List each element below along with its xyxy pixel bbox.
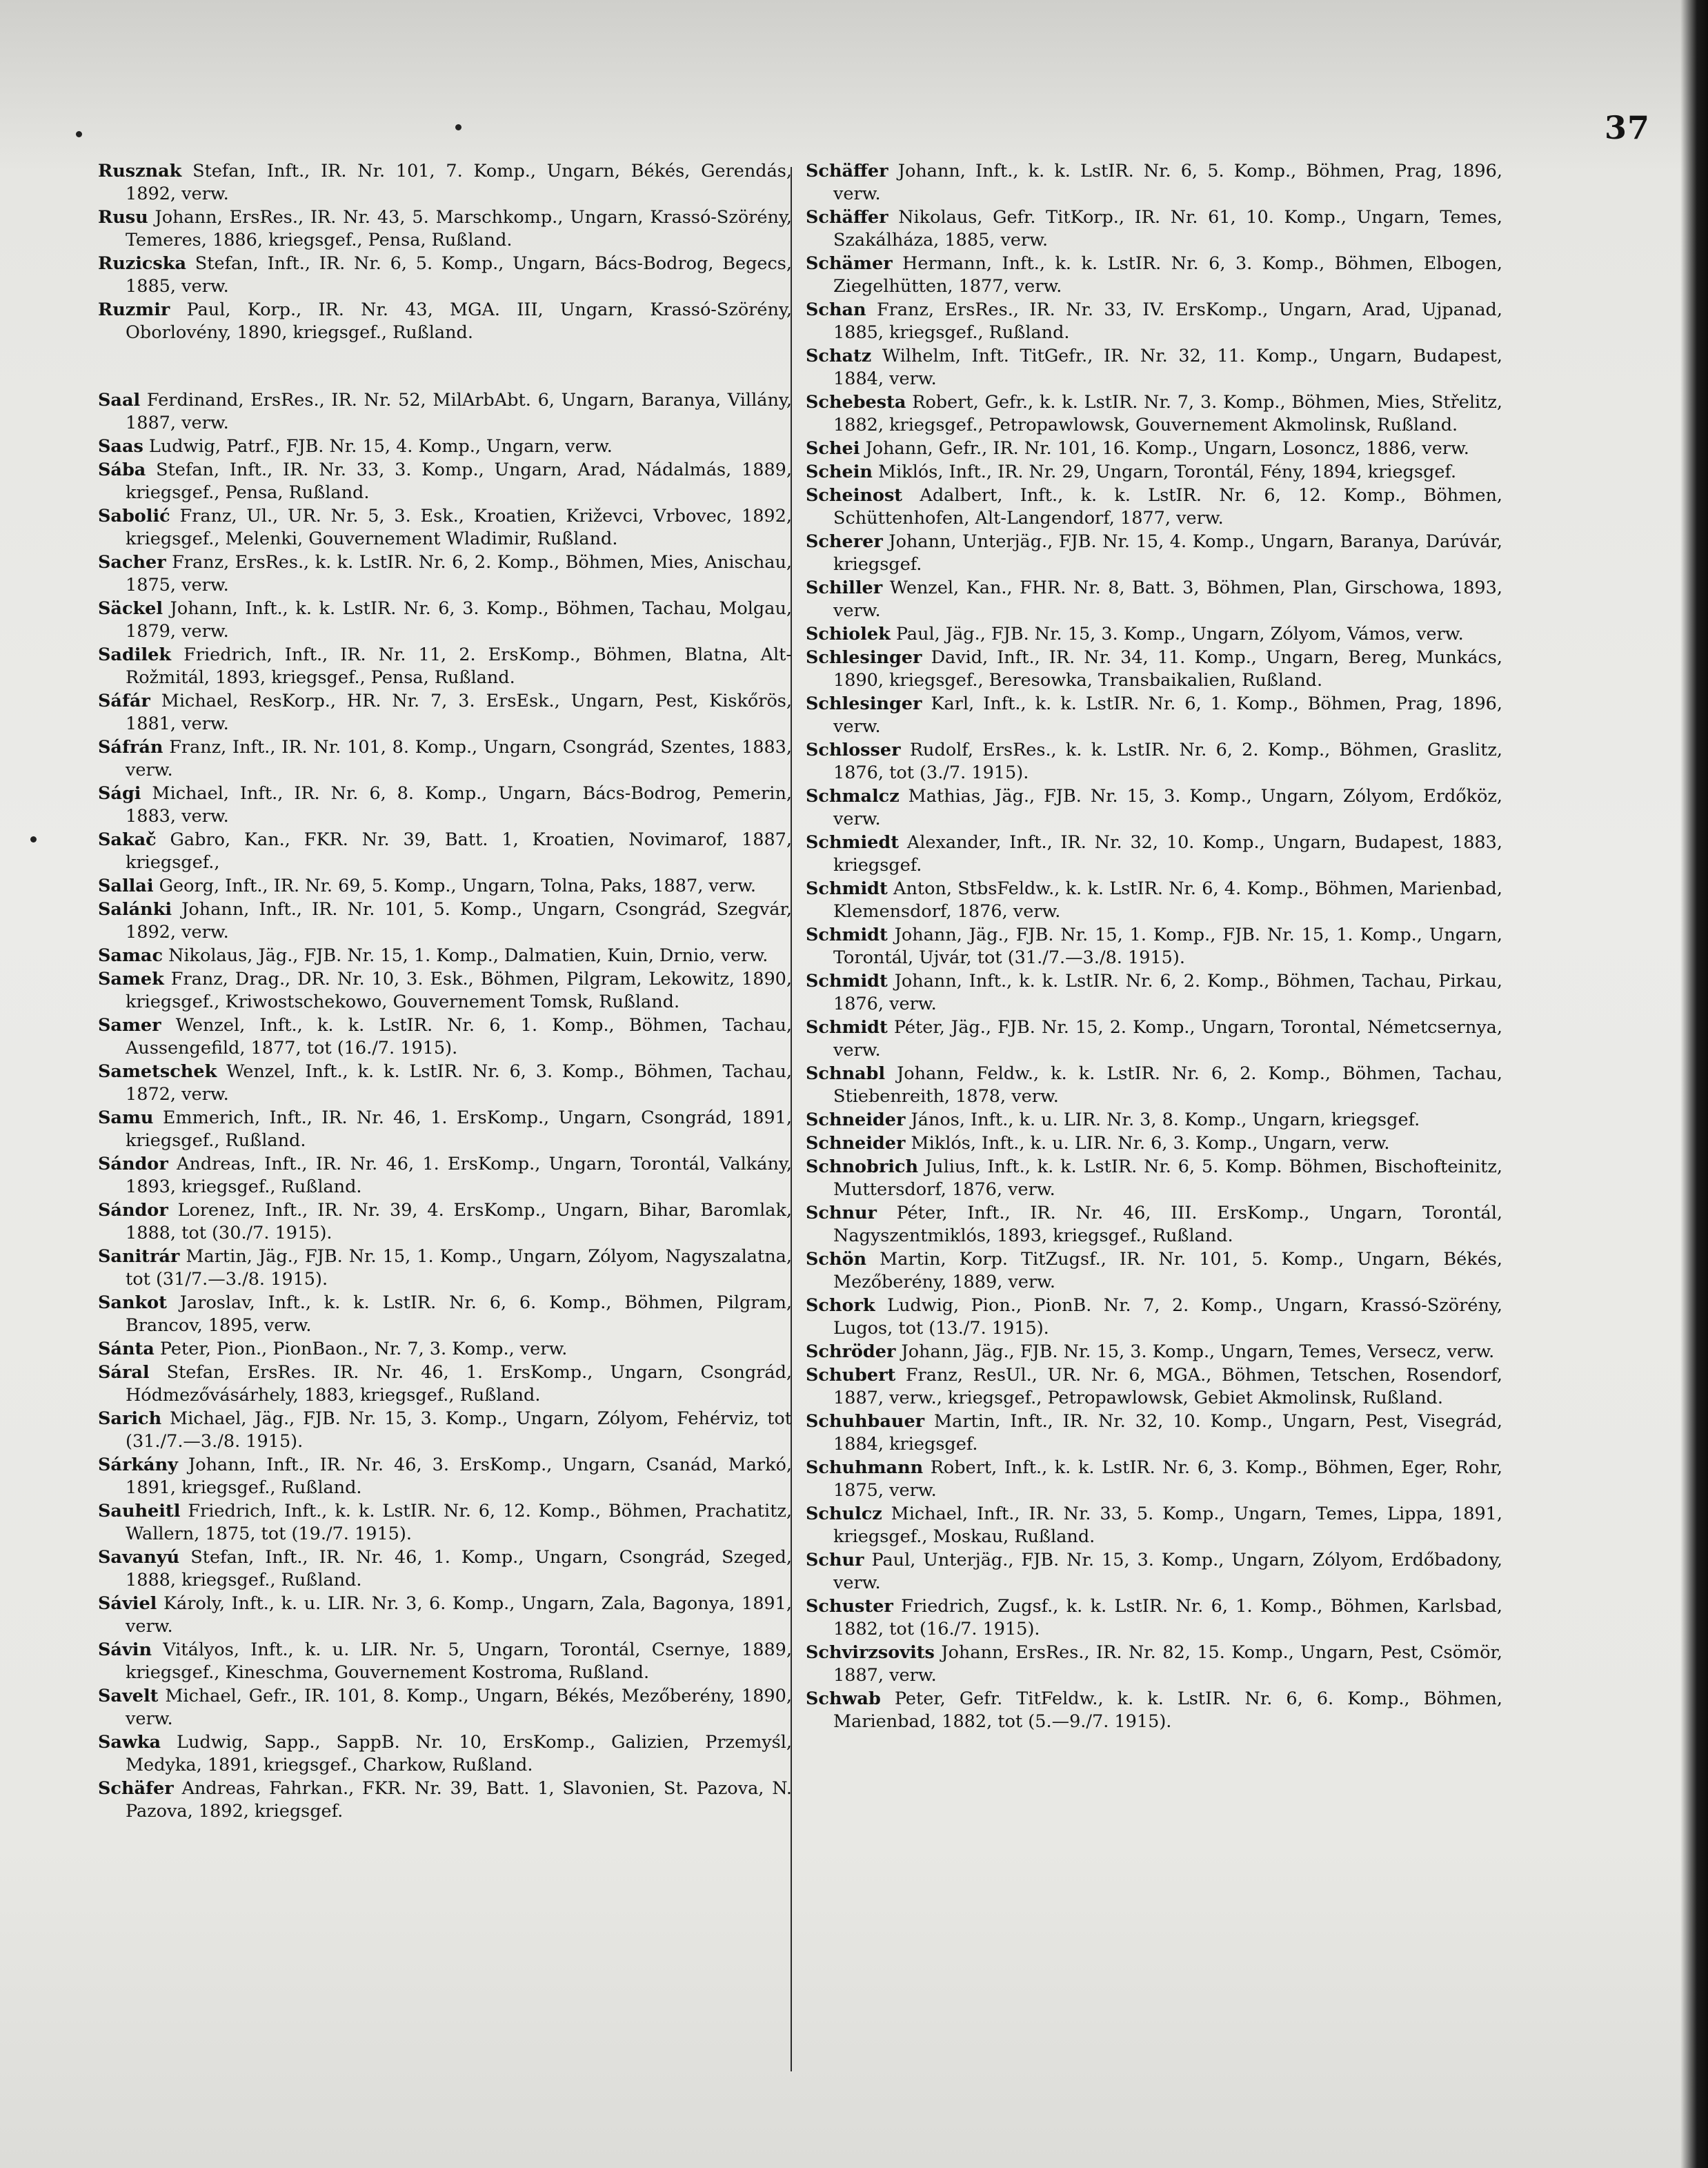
register-entry	[806, 437, 1502, 460]
entry-surname: Sakač	[98, 829, 157, 850]
register-entry	[806, 206, 1502, 252]
entry-details: Wenzel, Inft., k. k. LstIR. Nr. 6, 3. Komp., Böhmen, Tachau, 1872, verw.	[126, 1061, 792, 1105]
register-entry	[98, 1245, 792, 1291]
register-entry	[806, 484, 1502, 530]
register-entry	[98, 1199, 792, 1245]
register-entry	[98, 1593, 792, 1638]
entry-surname: Schlosser	[806, 740, 901, 760]
register-entry	[98, 551, 792, 597]
entry-surname: Schuster	[806, 1596, 893, 1617]
entry-surname: Schäffer	[806, 207, 888, 228]
entry-details: Wenzel, Inft., k. k. LstIR. Nr. 6, 1. Komp., Böhmen, Tachau, Aussengefild, 1877, tot (16./7. 1915).	[126, 1015, 792, 1058]
entry-details: Johann, Inft., k. k. LstIR. Nr. 6, 2. Komp., Böhmen, Tachau, Pirkau, 1876, verw.	[833, 971, 1502, 1014]
entry-details: Péter, Inft., IR. Nr. 46, III. ErsKomp., Ungarn, Torontál, Nagyszentmiklós, 1893, kriegsgef., Rußland.	[833, 1203, 1502, 1246]
entry-surname: Schuhbauer	[806, 1411, 925, 1432]
entry-details: Anton, StbsFeldw., k. k. LstIR. Nr. 6, 4. Komp., Böhmen, Marienbad, Klemensdorf, 1876, verw.	[833, 878, 1502, 922]
entry-details: Franz, Inft., IR. Nr. 101, 8. Komp., Ungarn, Csongrád, Szentes, 1883, verw.	[126, 737, 792, 780]
register-entry	[98, 1408, 792, 1453]
entry-surname: Sankot	[98, 1292, 167, 1313]
register-entry	[806, 623, 1502, 646]
entry-details: Ferdinand, ErsRes., IR. Nr. 52, MilArbAbt. 6, Ungarn, Baranya, Villány, 1887, verw.	[126, 390, 792, 433]
entry-surname: Sanitrár	[98, 1246, 180, 1267]
register-entry	[806, 1156, 1502, 1201]
register-entry	[98, 253, 792, 298]
entry-surname: Schvirzsovits	[806, 1642, 935, 1663]
entry-details: Stefan, Inft., IR. Nr. 33, 3. Komp., Ungarn, Arad, Nádalmás, 1889, kriegsgef., Pensa, Rußland.	[126, 460, 792, 503]
register-entry	[98, 1639, 792, 1684]
register-entry	[806, 531, 1502, 576]
register-entry	[806, 1595, 1502, 1641]
register-entry	[98, 160, 792, 206]
entry-surname: Sadilek	[98, 644, 172, 665]
entry-surname: Schneider	[806, 1133, 906, 1154]
entry-details: Károly, Inft., k. u. LIR. Nr. 3, 6. Komp., Ungarn, Zala, Bagonya, 1891, verw.	[126, 1593, 792, 1637]
entry-surname: Schubert	[806, 1365, 896, 1386]
entry-details: Peter, Gefr. TitFeldw., k. k. LstIR. Nr. 6, 6. Komp., Böhmen, Marienbad, 1882, tot (5.—9./7. 1915).	[833, 1688, 1502, 1732]
entry-details: Michael, Jäg., FJB. Nr. 15, 3. Komp., Ungarn, Zólyom, Fehérviz, tot (31./7.—3./8. 1915).	[126, 1408, 792, 1452]
entry-details: Stefan, ErsRes. IR. Nr. 46, 1. ErsKomp., Ungarn, Csongrád, Hódmezővásárhely, 1883, kriegsgef., Rußland.	[126, 1362, 792, 1406]
entry-details: Adalbert, Inft., k. k. LstIR. Nr. 6, 12. Komp., Böhmen, Schüttenhofen, Alt-Langendorf, 1877, verw.	[833, 485, 1502, 529]
register-entry	[806, 647, 1502, 692]
entry-details: Alexander, Inft., IR. Nr. 32, 10. Komp., Ungarn, Budapest, 1883, kriegsgef.	[833, 832, 1502, 876]
entry-surname: Ruzmir	[98, 299, 170, 320]
register-entry	[806, 1202, 1502, 1248]
register-entry	[806, 1549, 1502, 1595]
entry-surname: Schulcz	[806, 1504, 882, 1524]
entry-surname: Sánta	[98, 1339, 155, 1359]
entry-details: Robert, Gefr., k. k. LstIR. Nr. 7, 3. Komp., Böhmen, Mies, Střelitz, 1882, kriegsgef., Petropawlowsk, Gouvernement Akmolinsk, Rußland.	[833, 392, 1502, 435]
register-entry	[98, 782, 792, 828]
entry-surname: Sametschek	[98, 1061, 217, 1082]
entry-surname: Säckel	[98, 598, 163, 619]
register-entry	[806, 878, 1502, 923]
entry-surname: Sávin	[98, 1639, 152, 1660]
register-entry	[98, 435, 792, 458]
entry-details: Johann, Inft., IR. Nr. 46, 3. ErsKomp., Ungarn, Csanád, Markó, 1891, kriegsgef., Rußland.	[126, 1455, 792, 1498]
speck-mark	[76, 131, 82, 137]
entry-details: Friedrich, Zugsf., k. k. LstIR. Nr. 6, 1. Komp., Böhmen, Karlsbad, 1882, tot (16./7. 1915).	[833, 1596, 1502, 1639]
entry-surname: Schork	[806, 1295, 875, 1316]
entry-surname: Schmiedt	[806, 832, 899, 853]
register-entry	[806, 1503, 1502, 1548]
register-entry	[98, 1500, 792, 1546]
register-entry	[806, 1457, 1502, 1502]
register-entry	[806, 391, 1502, 437]
entry-surname: Schebesta	[806, 392, 906, 413]
entry-details: Julius, Inft., k. k. LstIR. Nr. 6, 5. Komp. Böhmen, Bischofteinitz, Muttersdorf, 1876, verw.	[833, 1156, 1502, 1200]
entry-details: Johann, Unterjäg., FJB. Nr. 15, 4. Komp., Ungarn, Baranya, Darúvár, kriegsgef.	[833, 531, 1502, 575]
register-entry	[98, 1361, 792, 1407]
register-entry	[98, 1546, 792, 1592]
register-entry	[98, 644, 792, 689]
entry-surname: Scherer	[806, 531, 883, 552]
entry-surname: Sárkány	[98, 1455, 178, 1475]
entry-details: Stefan, Inft., IR. Nr. 101, 7. Komp., Ungarn, Békés, Gerendás, 1892, verw.	[126, 161, 792, 204]
entry-surname: Sallai	[98, 876, 154, 896]
entry-details: Johann, Inft., k. k. LstIR. Nr. 6, 5. Komp., Böhmen, Prag, 1896, verw.	[833, 161, 1502, 204]
entry-surname: Samer	[98, 1015, 161, 1036]
register-entry	[806, 1364, 1502, 1410]
entry-surname: Sáfár	[98, 691, 150, 711]
entry-surname: Sáviel	[98, 1593, 157, 1614]
register-entry	[806, 1063, 1502, 1108]
entry-surname: Schlesinger	[806, 693, 922, 714]
entry-details: Johann, Jäg., FJB. Nr. 15, 1. Komp., FJB. Nr. 15, 1. Komp., Ungarn, Torontál, Ujvár, tot (31./7.—3./8. 1915).	[833, 925, 1502, 968]
register-entry	[98, 1014, 792, 1060]
entry-surname: Schmidt	[806, 971, 888, 992]
left-column	[98, 160, 792, 1824]
entry-surname: Schnur	[806, 1203, 877, 1223]
entry-details: Franz, ResUl., UR. Nr. 6, MGA., Böhmen, Tetschen, Rosendorf, 1887, verw., kriegsgef., Petropawlowsk, Gebiet Akmolinsk, Rußland.	[833, 1365, 1502, 1408]
entry-details: Paul, Jäg., FJB. Nr. 15, 3. Komp., Ungarn, Zólyom, Vámos, verw.	[890, 624, 1464, 644]
page-edge-shadow	[1680, 0, 1708, 2168]
register-entry	[806, 785, 1502, 831]
entry-details: Johann, Gefr., IR. Nr. 101, 16. Komp., Ungarn, Losoncz, 1886, verw.	[860, 438, 1469, 459]
entry-surname: Sági	[98, 783, 141, 804]
register-entry	[98, 829, 792, 874]
entry-details: Ludwig, Sapp., SappB. Nr. 10, ErsKomp., Galizien, Przemyśl, Medyka, 1891, kriegsgef., Charkow, Rußland.	[126, 1732, 792, 1775]
register-entry	[806, 345, 1502, 391]
entry-surname: Schäfer	[98, 1778, 174, 1799]
register-entry	[98, 898, 792, 944]
entry-surname: Rusu	[98, 207, 148, 228]
entry-details: Martin, Jäg., FJB. Nr. 15, 1. Komp., Ungarn, Zólyom, Nagyszalatna, tot (31/7.—3./8. 1915).	[126, 1246, 792, 1290]
register-entry	[806, 970, 1502, 1016]
entry-surname: Schnobrich	[806, 1156, 919, 1177]
entry-details: Franz, Ul., UR. Nr. 5, 3. Esk., Kroatien, Križevci, Vrbovec, 1892, kriegsgef., Melenki, Gouvernement Wladimir, Rußland.	[126, 506, 792, 549]
entry-surname: Samac	[98, 945, 163, 966]
entry-surname: Schiolek	[806, 624, 891, 644]
entry-surname: Schan	[806, 299, 866, 320]
entry-details: Nikolaus, Gefr. TitKorp., IR. Nr. 61, 10. Komp., Ungarn, Temes, Szakálháza, 1885, verw.	[833, 207, 1502, 250]
entry-surname: Schnabl	[806, 1063, 886, 1084]
register-entry	[806, 1016, 1502, 1062]
entry-details: Johann, ErsRes., IR. Nr. 82, 15. Komp., Ungarn, Pest, Csömör, 1887, verw.	[833, 1642, 1502, 1686]
entry-surname: Sarich	[98, 1408, 162, 1429]
entry-details: Jaroslav, Inft., k. k. LstIR. Nr. 6, 6. Komp., Böhmen, Pilgram, Brancov, 1895, verw.	[126, 1292, 792, 1336]
entry-details: Gabro, Kan., FKR. Nr. 39, Batt. 1, Kroatien, Novimarof, 1887, kriegsgef.,	[126, 829, 792, 873]
entry-details: Wilhelm, Inft. TitGefr., IR. Nr. 32, 11. Komp., Ungarn, Budapest, 1884, verw.	[833, 346, 1502, 389]
entry-surname: Samu	[98, 1107, 154, 1128]
entry-surname: Schämer	[806, 253, 893, 274]
register-entry	[98, 690, 792, 736]
entry-details: Robert, Inft., k. k. LstIR. Nr. 6, 3. Komp., Böhmen, Eger, Rohr, 1875, verw.	[833, 1457, 1502, 1501]
entry-surname: Sándor	[98, 1200, 168, 1221]
entry-details: Péter, Jäg., FJB. Nr. 15, 2. Komp., Ungarn, Torontal, Németcsernya, verw.	[833, 1017, 1502, 1061]
register-entry	[806, 577, 1502, 622]
entry-details: Karl, Inft., k. k. LstIR. Nr. 6, 1. Komp., Böhmen, Prag, 1896, verw.	[833, 693, 1502, 737]
entry-surname: Ruzicska	[98, 253, 186, 274]
entry-surname: Savanyú	[98, 1547, 180, 1568]
register-entry	[806, 253, 1502, 298]
entry-surname: Sauheitl	[98, 1501, 181, 1521]
entry-surname: Saas	[98, 436, 143, 457]
entry-details: Michael, Gefr., IR. 101, 8. Komp., Ungarn, Békés, Mezőberény, 1890, verw.	[126, 1686, 792, 1729]
page-number: 37	[1605, 109, 1651, 146]
register-entry	[98, 875, 792, 898]
entry-details: Nikolaus, Jäg., FJB. Nr. 15, 1. Komp., Dalmatien, Kuin, Drnio, verw.	[162, 945, 768, 966]
register-entry	[806, 1642, 1502, 1687]
register-entry	[98, 1107, 792, 1152]
entry-details: Franz, ErsRes., k. k. LstIR. Nr. 6, 2. Komp., Böhmen, Mies, Anischau, 1875, verw.	[126, 552, 792, 595]
entry-details: Vitályos, Inft., k. u. LIR. Nr. 5, Ungarn, Torontál, Csernye, 1889, kriegsgef., Kineschma, Gouvernement Kostroma, Rußland.	[126, 1639, 792, 1683]
entry-surname: Schmalcz	[806, 786, 900, 807]
register-entry	[98, 459, 792, 504]
entry-surname: Schur	[806, 1550, 864, 1570]
entry-surname: Scheinost	[806, 485, 903, 506]
entry-details: Stefan, Inft., IR. Nr. 6, 5. Komp., Ungarn, Bács-Bodrog, Begecs, 1885, verw.	[126, 253, 792, 297]
entry-details: Peter, Pion., PionBaon., Nr. 7, 3. Komp., verw.	[154, 1339, 568, 1359]
right-column	[806, 160, 1502, 1734]
entry-surname: Schäffer	[806, 161, 888, 181]
entry-details: Johann, ErsRes., IR. Nr. 43, 5. Marschkomp., Ungarn, Krassó-Szörény, Temeres, 1886, kriegsgef., Pensa, Rußland.	[126, 207, 792, 250]
entry-details: Rudolf, ErsRes., k. k. LstIR. Nr. 6, 2. Komp., Böhmen, Graslitz, 1876, tot (3./7. 1915).	[833, 740, 1502, 783]
entry-surname: Sawka	[98, 1732, 161, 1753]
register-entry	[98, 945, 792, 967]
register-entry	[806, 831, 1502, 877]
entry-details: Michael, ResKorp., HR. Nr. 7, 3. ErsEsk., Ungarn, Pest, Kiskőrös, 1881, verw.	[126, 691, 792, 734]
register-entry	[806, 1410, 1502, 1456]
entry-surname: Saal	[98, 390, 141, 411]
entry-details: Paul, Korp., IR. Nr. 43, MGA. III, Ungarn, Krassó-Szörény, Oborlovény, 1890, kriegsgef., Rußland.	[126, 299, 792, 343]
entry-details: Johann, Inft., IR. Nr. 101, 5. Komp., Ungarn, Csongrád, Szegvár, 1892, verw.	[126, 899, 792, 943]
entry-surname: Schmidt	[806, 1017, 888, 1038]
register-entry	[806, 1294, 1502, 1340]
entry-details: Michael, Inft., IR. Nr. 6, 8. Komp., Ungarn, Bács-Bodrog, Pemerin, 1883, verw.	[126, 783, 792, 827]
entry-details: Wenzel, Kan., FHR. Nr. 8, Batt. 3, Böhmen, Plan, Girschowa, 1893, verw.	[833, 578, 1502, 621]
register-entry	[98, 1338, 792, 1361]
entry-surname: Schei	[806, 438, 860, 459]
register-entry	[98, 1454, 792, 1499]
entry-details: Ludwig, Pion., PionB. Nr. 7, 2. Komp., Ungarn, Krassó-Szörény, Lugos, tot (13./7. 1915).	[833, 1295, 1502, 1339]
register-entry	[98, 206, 792, 252]
register-entry	[98, 1153, 792, 1199]
entry-surname: Schuhmann	[806, 1457, 924, 1478]
entry-surname: Samek	[98, 969, 164, 989]
entry-surname: Savelt	[98, 1686, 159, 1706]
register-entry	[98, 598, 792, 643]
entry-details: Martin, Korp. TitZugsf., IR. Nr. 101, 5. Komp., Ungarn, Békés, Mezőberény, 1889, verw.	[833, 1249, 1502, 1292]
entry-surname: Schiller	[806, 578, 883, 598]
entry-surname: Schatz	[806, 346, 872, 366]
section-gap	[98, 345, 792, 389]
entry-surname: Sándor	[98, 1154, 168, 1174]
entry-surname: Schmidt	[806, 925, 888, 945]
register-entry	[98, 1731, 792, 1777]
entry-details: Lorenez, Inft., IR. Nr. 39, 4. ErsKomp., Ungarn, Bihar, Baromlak, 1888, tot (30./7. 1915).	[126, 1200, 792, 1243]
register-entry	[806, 693, 1502, 738]
entry-details: Andreas, Inft., IR. Nr. 46, 1. ErsKomp., Ungarn, Torontál, Valkány, 1893, kriegsgef., Rußland.	[126, 1154, 792, 1197]
entry-surname: Salánki	[98, 899, 172, 920]
entry-surname: Schwab	[806, 1688, 881, 1709]
entry-details: Michael, Inft., IR. Nr. 33, 5. Komp., Ungarn, Temes, Lippa, 1891, kriegsgef., Moskau, Rußland.	[833, 1504, 1502, 1547]
entry-details: Miklós, Inft., IR. Nr. 29, Ungarn, Torontál, Fény, 1894, kriegsgef.	[872, 462, 1457, 482]
entry-details: Johann, Feldw., k. k. LstIR. Nr. 6, 2. Komp., Böhmen, Tachau, Stiebenreith, 1878, verw.	[833, 1063, 1502, 1107]
entry-surname: Schmidt	[806, 878, 888, 899]
register-entry	[806, 299, 1502, 344]
register-entry	[98, 1685, 792, 1731]
speck-mark	[30, 836, 37, 842]
entry-details: Ludwig, Patrf., FJB. Nr. 15, 4. Komp., Ungarn, verw.	[143, 436, 613, 457]
entry-surname: Schein	[806, 462, 873, 482]
entry-details: Miklós, Inft., k. u. LIR. Nr. 6, 3. Komp., Ungarn, verw.	[905, 1133, 1390, 1154]
entry-surname: Rusznak	[98, 161, 182, 181]
register-entry	[806, 160, 1502, 206]
entry-surname: Schön	[806, 1249, 867, 1270]
entry-details: Johann, Jäg., FJB. Nr. 15, 3. Komp., Ungarn, Temes, Versecz, verw.	[895, 1341, 1495, 1362]
register-entry	[806, 1132, 1502, 1155]
register-entry	[98, 1061, 792, 1106]
register-entry	[98, 299, 792, 344]
entry-details: Andreas, Fahrkan., FKR. Nr. 39, Batt. 1, Slavonien, St. Pazova, N. Pazova, 1892, kriegsgef.	[126, 1778, 792, 1822]
register-entry	[98, 1777, 792, 1823]
speck-mark	[455, 124, 461, 130]
register-entry	[98, 968, 792, 1014]
entry-details: David, Inft., IR. Nr. 34, 11. Komp., Ungarn, Bereg, Munkács, 1890, kriegsgef., Beresowka, Transbaikalien, Rußland.	[833, 647, 1502, 691]
entry-surname: Schlesinger	[806, 647, 922, 668]
entry-surname: Sáfrán	[98, 737, 163, 758]
entry-details: Emmerich, Inft., IR. Nr. 46, 1. ErsKomp., Ungarn, Csongrád, 1891, kriegsgef., Rußland.	[126, 1107, 792, 1151]
entry-details: Franz, Drag., DR. Nr. 10, 3. Esk., Böhmen, Pilgram, Lekowitz, 1890, kriegsgef., Kriwostschekowo, Gouvernement Tomsk, Rußland.	[126, 969, 792, 1012]
register-entry	[806, 1341, 1502, 1363]
entry-details: Paul, Unterjäg., FJB. Nr. 15, 3. Komp., Ungarn, Zólyom, Erdőbadony, verw.	[833, 1550, 1502, 1593]
register-entry	[806, 1109, 1502, 1132]
entry-details: Franz, ErsRes., IR. Nr. 33, IV. ErsKomp., Ungarn, Arad, Ujpanad, 1885, kriegsgef., Rußland.	[833, 299, 1502, 343]
register-entry	[98, 736, 792, 782]
entry-details: Martin, Inft., IR. Nr. 32, 10. Komp., Ungarn, Pest, Visegrád, 1884, kriegsgef.	[833, 1411, 1502, 1455]
register-entry	[98, 505, 792, 551]
entry-surname: Schneider	[806, 1110, 906, 1130]
entry-details: Friedrich, Inft., IR. Nr. 11, 2. ErsKomp., Böhmen, Blatna, Alt-Rožmitál, 1893, kriegsgef., Pensa, Rußland.	[126, 644, 792, 688]
entry-surname: Sabolić	[98, 506, 170, 526]
entry-surname: Schröder	[806, 1341, 896, 1362]
entry-surname: Sába	[98, 460, 146, 480]
entry-details: János, Inft., k. u. LIR. Nr. 3, 8. Komp., Ungarn, kriegsgef.	[905, 1110, 1420, 1130]
entry-details: Georg, Inft., IR. Nr. 69, 5. Komp., Ungarn, Tolna, Paks, 1887, verw.	[153, 876, 757, 896]
entry-surname: Sáral	[98, 1362, 150, 1383]
register-entry	[806, 739, 1502, 785]
entry-details: Stefan, Inft., IR. Nr. 46, 1. Komp., Ungarn, Csongrád, Szeged, 1888, kriegsgef., Rußland.	[126, 1547, 792, 1590]
entry-surname: Sacher	[98, 552, 166, 573]
entry-details: Friedrich, Inft., k. k. LstIR. Nr. 6, 12. Komp., Böhmen, Prachatitz, Wallern, 1875, tot (19./7. 1915).	[126, 1501, 792, 1544]
register-entry	[806, 924, 1502, 969]
register-entry	[98, 389, 792, 435]
register-entry	[806, 1248, 1502, 1294]
register-entry	[98, 1292, 792, 1337]
entry-details: Johann, Inft., k. k. LstIR. Nr. 6, 3. Komp., Böhmen, Tachau, Molgau, 1879, verw.	[126, 598, 792, 642]
register-entry	[806, 461, 1502, 484]
entry-details: Hermann, Inft., k. k. LstIR. Nr. 6, 3. Komp., Böhmen, Elbogen, Ziegelhütten, 1877, verw.	[833, 253, 1502, 297]
entry-details: Mathias, Jäg., FJB. Nr. 15, 3. Komp., Ungarn, Zólyom, Erdőköz, verw.	[833, 786, 1502, 829]
register-entry	[806, 1688, 1502, 1733]
